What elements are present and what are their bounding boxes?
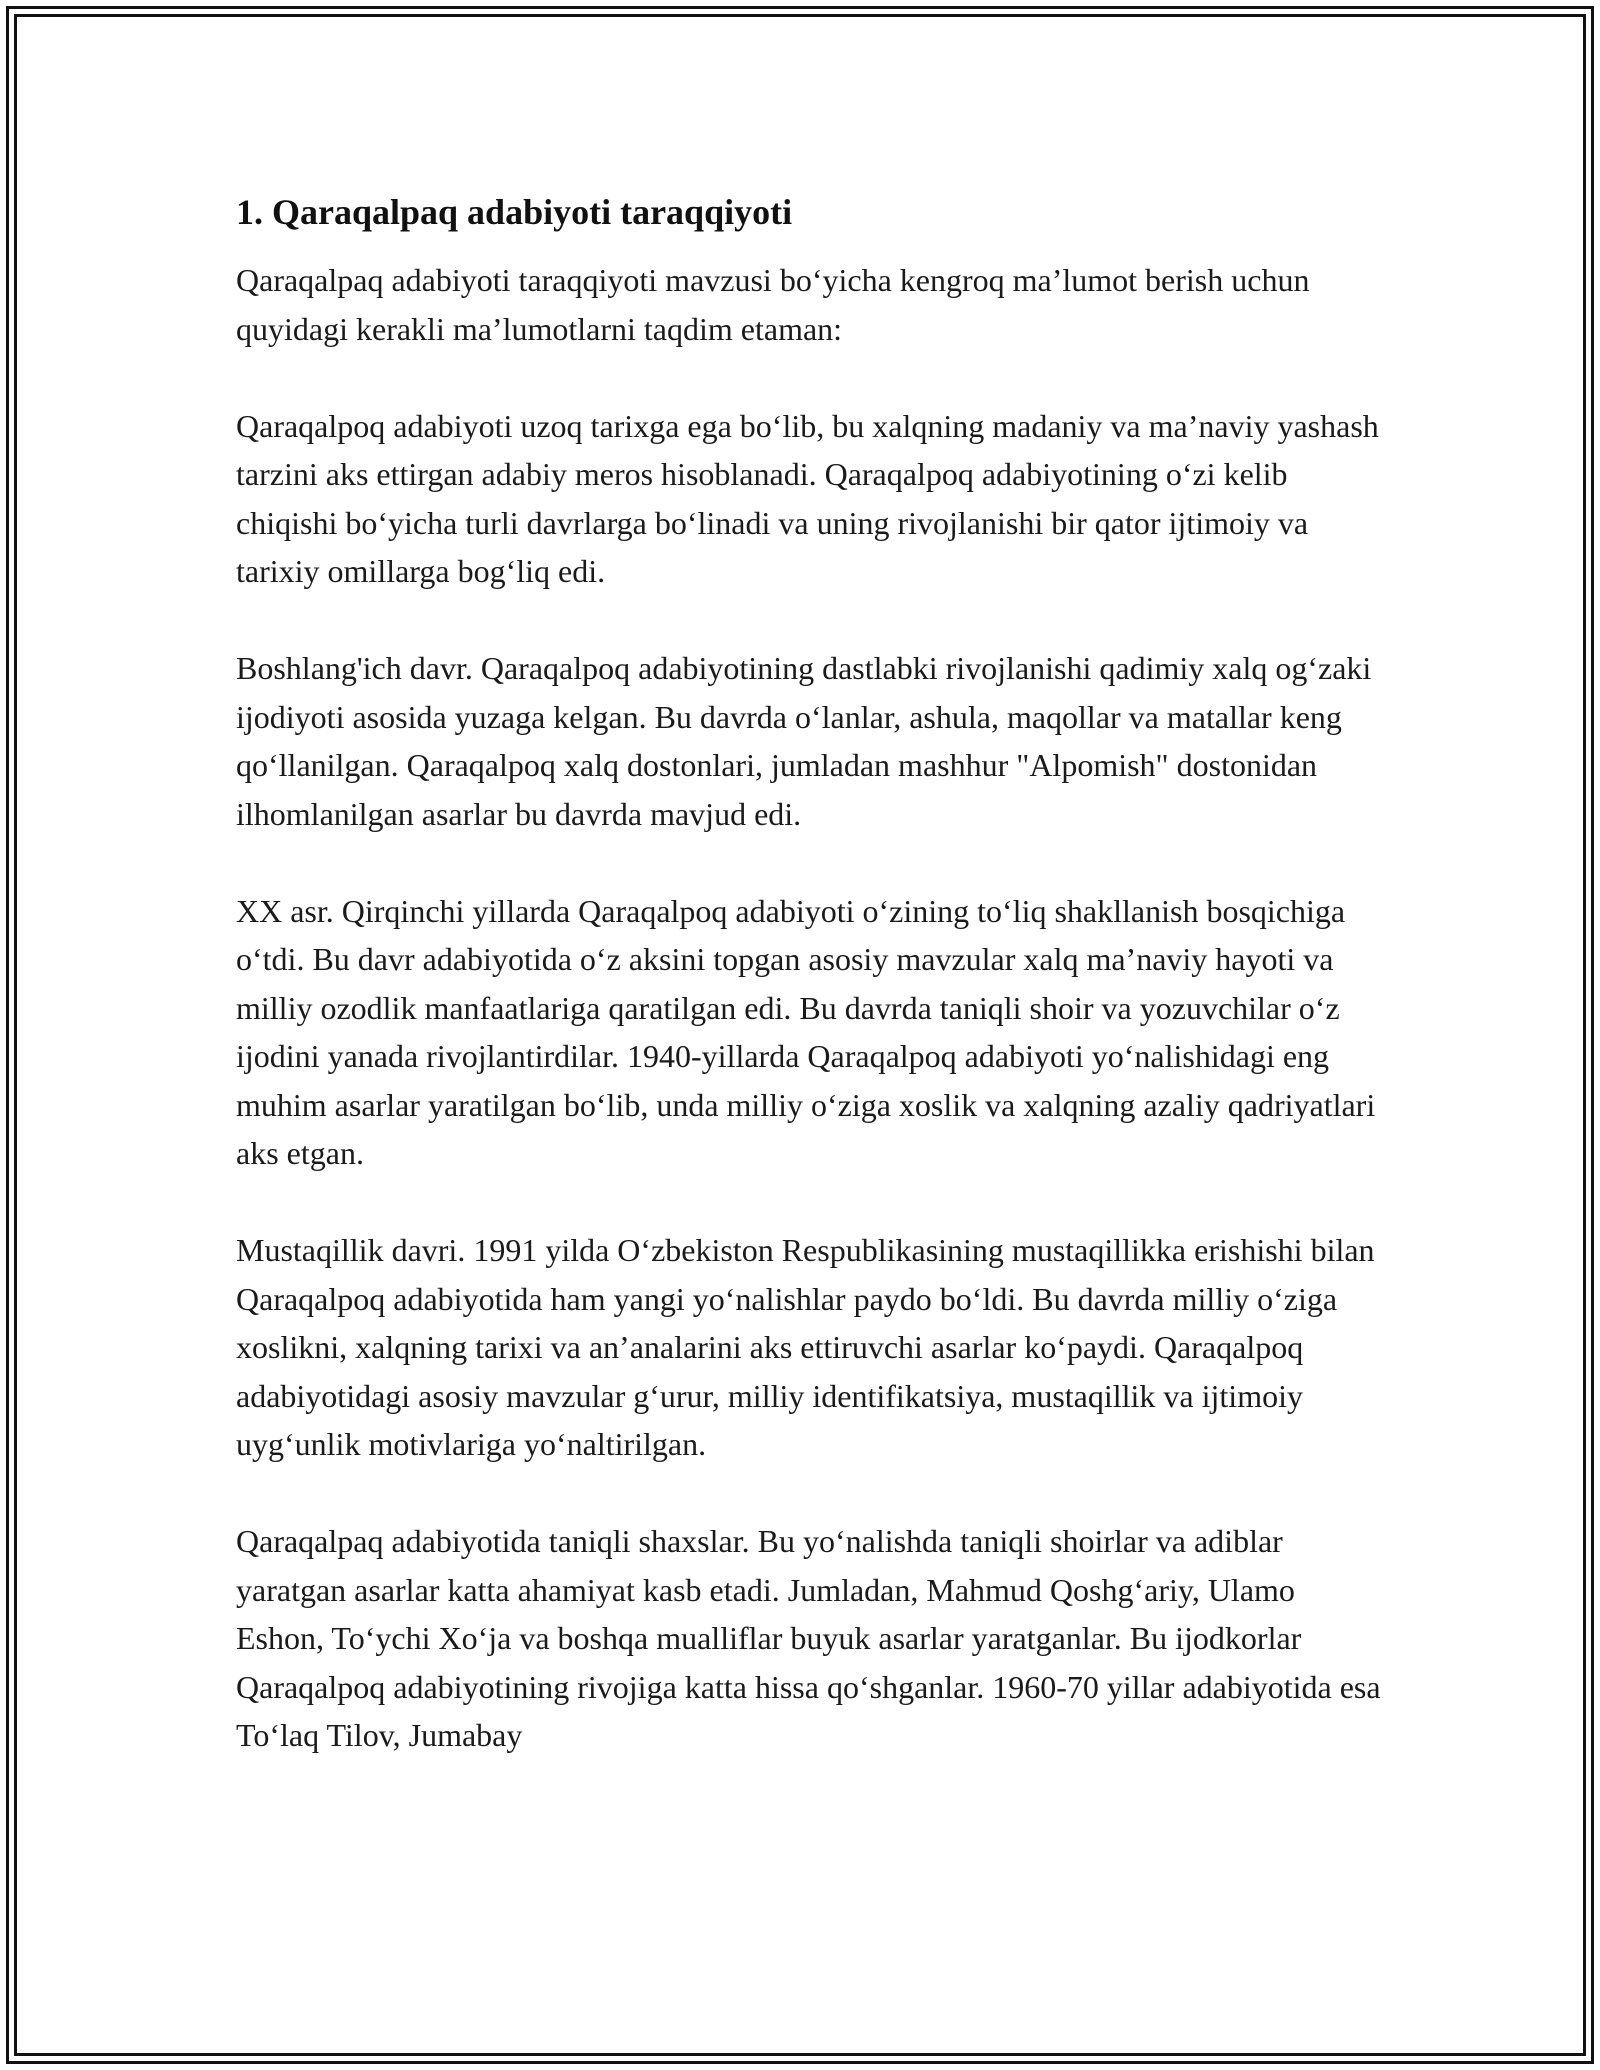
document-body bbox=[236, 188, 1386, 1808]
paragraph-independence-period: Mustaqillik davri. 1991 yilda O‘zbekiston Respublikasining mustaqillikka erishishi bilan Qaraqalpoq adabiyotida ham yangi yo‘nalishlar paydo bo‘ldi. Bu davrda milliy o‘ziga xoslikni, xalqning tarixi va an’analarini aks ettiruvchi asarlar ko‘paydi. Qaraqalpoq adabiyotidagi asosiy mavzular g‘urur, milliy identifikatsiya, mustaqillik va ijtimoiy uyg‘unlik motivlariga yo‘naltirilgan. bbox=[236, 1232, 1375, 1462]
paragraph-early-period: Boshlang'ich davr. Qaraqalpoq adabiyotining dastlabki rivojlanishi qadimiy xalq og‘zaki ijodiyoti asosida yuzaga kelgan. Bu davrda o‘lanlar, ashula, maqollar va matallar keng qo‘llanilgan. Qaraqalpoq xalq dostonlari, jumladan mashhur "Alpomish" dostonidan ilhomlanilgan asarlar bu davrda mavjud edi. bbox=[236, 650, 1372, 832]
section-heading: 1. Qaraqalpaq adabiyoti taraqqiyoti bbox=[236, 192, 793, 232]
paragraph-intro: Qaraqalpaq adabiyoti taraqqiyoti mavzusi bo‘yicha kengroq ma’lumot berish uchun quyidagi kerakli ma’lumotlarni taqdim etaman: bbox=[236, 262, 1310, 347]
paragraph-twentieth-century: XX asr. Qirqinchi yillarda Qaraqalpoq adabiyoti o‘zining to‘liq shakllanish bosqichiga o‘tdi. Bu davr adabiyotida o‘z aksini topgan asosiy mavzular xalq ma’naviy hayoti va milliy ozodlik manfaatlariga qaratilgan edi. Bu davrda taniqli shoir va yozuvchilar o‘z ijodini yanada rivojlantirdilar. 1940-yillarda Qaraqalpoq adabiyoti yo‘nalishidagi eng muhim asarlar yaratilgan bo‘lib, unda milliy o‘ziga xoslik va xalqning azaliy qadriyatlari aks etgan. bbox=[236, 892, 1376, 1171]
paragraph-overview: Qaraqalpoq adabiyoti uzoq tarixga ega bo‘lib, bu xalqning madaniy va ma’naviy yashash tarzini aks ettirgan adabiy meros hisoblanadi. Qaraqalpoq adabiyotining o‘zi kelib chiqishi bo‘yicha turli davrlarga bo‘linadi va uning rivojlanishi bir qator ijtimoiy va tarixiy omillarga bog‘liq edi. bbox=[236, 407, 1379, 589]
paragraph-notable-figures: Qaraqalpaq adabiyotida taniqli shaxslar. Bu yo‘nalishda taniqli shoirlar va adiblar yaratgan asarlar katta ahamiyat kasb etadi. Jumladan, Mahmud Qoshg‘ariy, Ulamo Eshon, To‘ychi Xo‘ja va boshqa mualliflar buyuk asarlar yaratganlar. Bu ijodkorlar Qaraqalpoq adabiyotining rivojiga katta hissa qo‘shganlar. 1960-70 yillar adabiyotida esa To‘laq Tilov, Jumabay bbox=[236, 1523, 1381, 1753]
